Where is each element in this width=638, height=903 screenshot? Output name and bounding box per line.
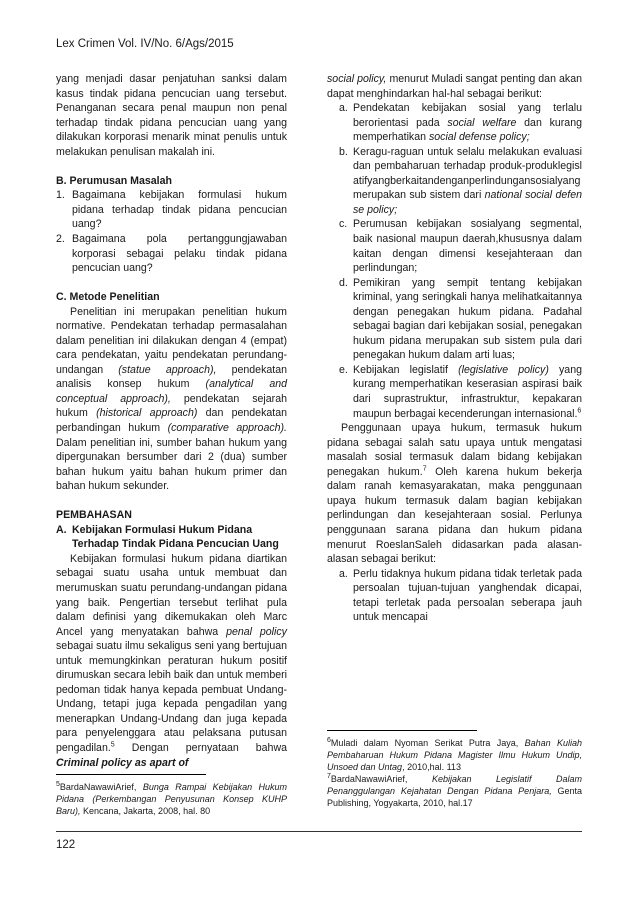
subsection-a-heading: A. Kebijakan Formulasi Hukum Pidana Terhadap Tindak Pidana Pencucian Uang <box>56 523 279 551</box>
list-item-a: a. Pendekatan kebijakan sosial yang terlalu berorientasi pada social welfare dan kurang memperhatikan social defense policy; <box>339 102 582 144</box>
footnote-rule <box>56 774 206 775</box>
pembahasan-heading: PEMBAHASAN <box>56 509 132 522</box>
usage-paragraph: Penggunaan upaya hukum, termasuk hukum pidana sebagai salah satu upaya untuk mengatasi masalah sosial termasuk dalam bidang kebijakan penegakan hukum.$^7$ Oleh karena hukum bekerja dalam ranah kemasyarakatan, maka penggunaan upaya hukum termasuk dalam bagian kebijakan perlindungan dan kesejahteraan sosial. Perlunya penggunaan sarana pidana dan hukum pidana menurut RoeslanSaleh didasarkan pada alasan-alasan sebagai berikut: <box>327 422 582 566</box>
section-b-heading: B. Perumusan Masalah <box>56 174 172 187</box>
footnote-rule <box>327 730 477 731</box>
right-column <box>327 72 582 625</box>
footnote-area-right <box>327 730 582 809</box>
section-c-heading: C. Metode Penelitian <box>56 291 160 304</box>
footnote-5: $^5$BardaNawawiArief, Bunga Rampai Kebijakan Hukum Pidana (Perkembangan Penyusunan Konsep KUHP Baru), Kencana, Jakarta, 2008, hal. 80 <box>56 781 287 816</box>
footnote-6: $^6$Muladi dalam Nyoman Serikat Putra Jaya, Bahan Kuliah Pembaharuan Hukum Pidana Magister Ilmu Hukum Undip, Unsoed dan Untag, 2010,hal. 113 <box>327 737 583 772</box>
intro-paragraph: yang menjadi dasar penjatuhan sanksi dalam kasus tindak pidana pencucian uang tersebut. Penanganan secara penal maupun non penal terhadap tindak pidana pencucian uang yang dilakukan korporasi menarik minat penulis untuk melakukan penulisan makalah ini. <box>56 73 287 158</box>
footer-rule <box>56 831 582 832</box>
list-item-c: c. Perumusan kebijakan sosialyang segmental, baik nasional maupun daerah,khususnya dalam kaitan dengan dimensi kesejahteraan dan perlindungan; <box>339 218 582 275</box>
page-number: 122 <box>56 839 76 851</box>
footnote-7: $^7$BardaNawawiArief, Kebijakan Legislatif Dalam Penanggulangan Kejahatan Dengan Pidana Penjara, Genta Publishing, Yogyakarta, 2010, hal.17 <box>327 773 582 808</box>
list-item-d: d. Pemikiran yang sempit tentang kebijakan kriminal, yang seringkali hanya melihatkaitannya dengan penegakan hukum pidana. Padahal sebagai bagian dari kebijakan sosial, penegakan hukum pidana merupakan sub sistem pula dari penegakan hukum dalam arti luas; <box>339 276 582 362</box>
running-header: Lex Crimen Vol. IV/No. 6/Ags/2015 <box>56 38 234 50</box>
continuation-paragraph: social policy, menurut Muladi sangat penting dan akan dapat menghindarkan hal-hal sebagai berikut: <box>327 73 582 100</box>
method-paragraph: Penelitian ini merupakan penelitian hukum normative. Pendekatan terhadap permasalahan dalam penelitian ini dilakukan dengan 4 (empat) cara pendekatan, yaitu pendekatan perundang-undangan (statue approach), pendekatan analisis konsep hukum (analytical and conceptual approach), pendekatan sejarah hukum (historical approach) dan pendekatan perbandingan hukum (comparative approach). Dalam penelitian ini, sumber bahan hukum yang dipergunakan bersumber dari 2 (dua) sumber bahan hukum yaitu bahan hukum primer dan bahan hukum sekunder. <box>56 305 287 493</box>
policy-paragraph: Kebijakan formulasi hukum pidana diartikan sebagai suatu usaha untuk membuat dan merumuskan suatu perundang-undangan pidana yang baik. Pengertian tersebut terlihat pula dalam definisi yang dikemukakan oleh Marc Ancel yang menyatakan bahwa penal policy sebagai suatu ilmu sekaligus seni yang bertujuan untuk memungkinkan peraturan hukum positif dirumuskan secara lebih baik dan untuk memberi pedoman tidak hanya kepada pembuat Undang-Undang, tetapi juga kepada pengadilan yang menerapkan Undang-Undang dan juga kepada para penyelenggara atau pelaksana putusan pengadilan.$^5$ Dengan pernyataan bahwa Criminal policy as apart of <box>56 552 287 769</box>
question-item: 2. Bagaimana pola pertanggungjawaban korporasi sebagai pelaku tindak pidana pencucian uang? <box>56 232 287 275</box>
question-item: 1. Bagaimana kebijakan formulasi hukum pidana terhadap tindak pidana pencucian uang? <box>56 189 287 231</box>
reason-item-a: a. Perlu tidaknya hukum pidana tidak terletak pada persoalan tujuan-tujuan yanghendak dicapai, tetapi terletak pada persoalan seberapa jauh untuk mencapai <box>339 567 582 624</box>
list-item-b: b. Keragu-raguan untuk selalu melakukan evaluasidan pembaharuan terhadap produk-produklegislatifyangberkaitandenganperlindungansosialyang merupakan sub sistem dari national social defense policy; <box>339 145 582 216</box>
footnote-area-left <box>56 774 287 817</box>
left-column <box>56 72 287 770</box>
list-item-e: e. Kebijakan legislatif (legislative policy) yang kurang memperhatikan keserasian aspirasi baik dari suprastruktur, infrastruktur, kepakaran maupun berbagai kecenderungan internasional.$^6$ <box>339 363 582 420</box>
